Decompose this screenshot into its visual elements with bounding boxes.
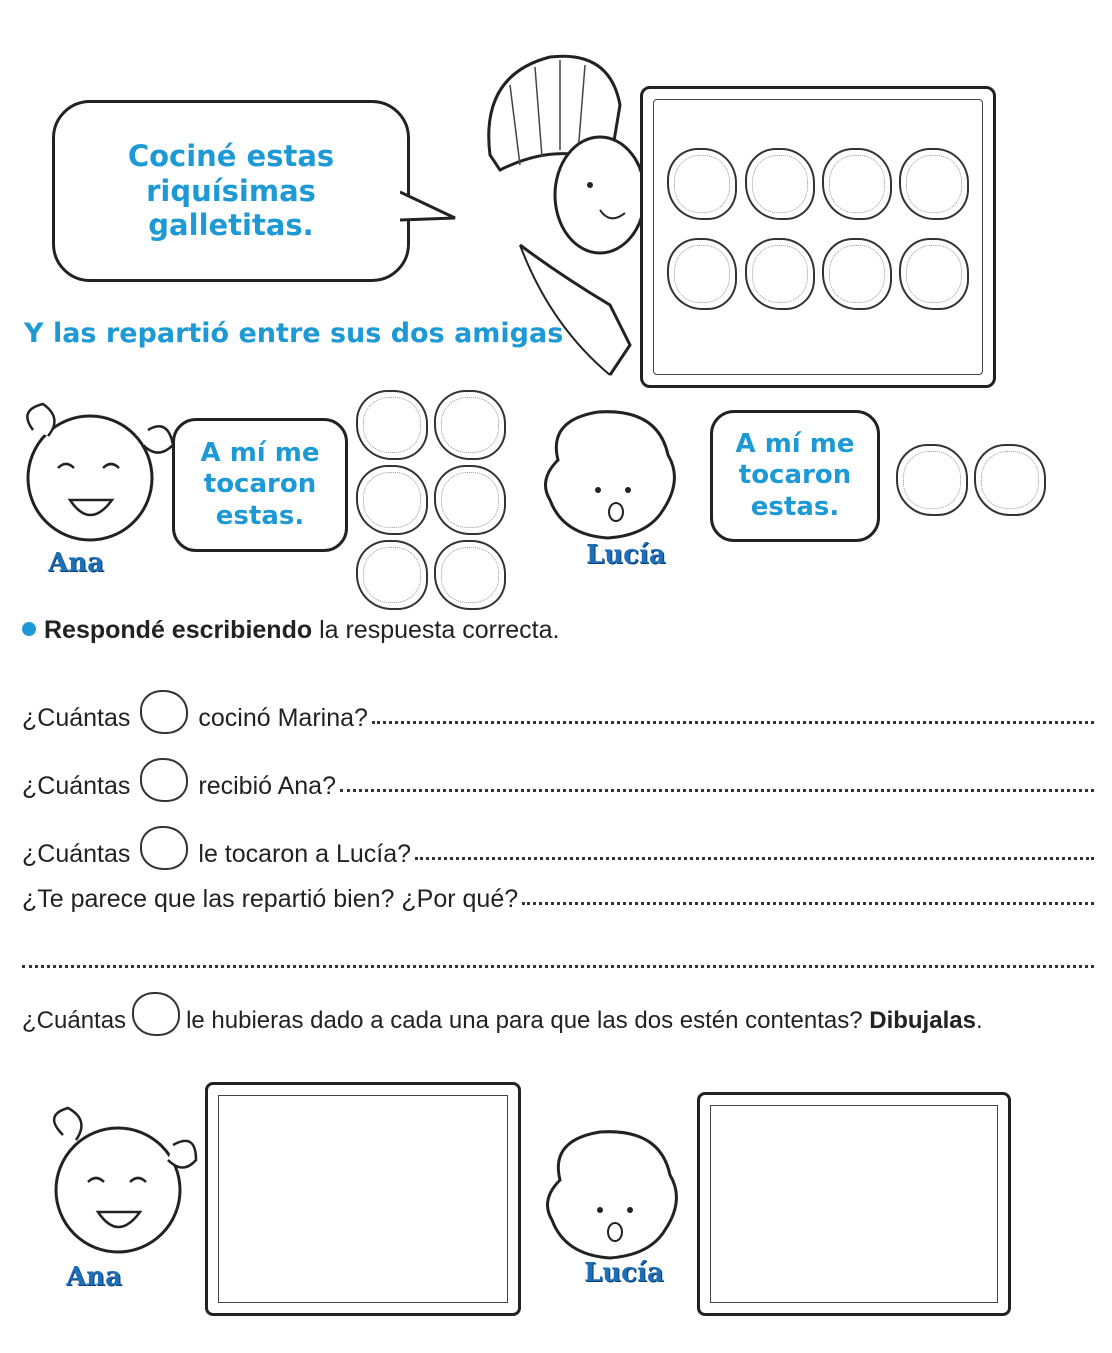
answer-line-why-2[interactable]: [22, 965, 1094, 968]
answer-line-1[interactable]: [372, 720, 1094, 724]
bubble-ana-line-1: A mí me: [200, 438, 320, 469]
question-why-text: ¿Te parece que las repartió bien? ¿Por qué?: [22, 885, 519, 913]
name-lucia-bottom: Lucía: [584, 1258, 664, 1288]
cookie-icon: [745, 148, 815, 220]
question-2-pre: ¿Cuántas: [22, 772, 131, 800]
name-lucia: Lucía: [586, 540, 666, 570]
cookie-icon: [434, 390, 506, 460]
lucia-face-illustration: [528, 400, 688, 550]
bubble-lucia-line-1: A mí me: [735, 429, 855, 460]
question-1: [22, 682, 1094, 733]
bubble-lucia-line-3: estas.: [750, 491, 840, 522]
question-final-post: le hubieras dado a cada una para que las dos estén contentas?: [186, 1007, 863, 1034]
cookie-icon: [899, 238, 969, 310]
name-ana-bottom: Ana: [66, 1262, 122, 1292]
cookie-icon: [140, 826, 188, 870]
bubble-line-2: riquísimas: [146, 173, 316, 208]
instruction: [22, 616, 559, 645]
cookie-icon: [356, 465, 428, 535]
cookie-icon: [140, 758, 188, 802]
cookie-icon: [356, 540, 428, 610]
cookie-icon: [822, 238, 892, 310]
bubble-ana-line-2: tocaron: [203, 469, 317, 500]
question-why: [22, 885, 1094, 914]
speech-bubble-ana: [172, 418, 348, 552]
instruction-rest: la respuesta correcta.: [312, 616, 560, 644]
question-2: [22, 750, 1094, 801]
drawing-box-lucia[interactable]: [697, 1092, 1011, 1316]
answer-line-2[interactable]: [340, 788, 1094, 792]
ana-face-illustration: [8, 390, 188, 560]
cookie-icon: [896, 444, 968, 516]
cookie-icon: [899, 148, 969, 220]
ana-face-illustration-bottom: [18, 1090, 198, 1260]
question-3-post: le tocaron a Lucía?: [198, 840, 412, 868]
cookie-icon: [667, 148, 737, 220]
section-heading: Y las repartió entre sus dos amigas: [24, 318, 564, 349]
cookie-icon: [140, 690, 188, 734]
cookie-icon: [434, 540, 506, 610]
question-final: ¿Cuántas le hubieras dado a cada una para que las dos estén contentas? Dibujalas .: [22, 984, 1094, 1035]
cookie-icon: [974, 444, 1046, 516]
cookie-icon: [667, 238, 737, 310]
name-ana: Ana: [48, 548, 104, 578]
speech-bubble-lucia: [710, 410, 880, 542]
bubble-line-3: galletitas.: [148, 208, 314, 243]
bullet-icon: [22, 622, 36, 636]
speech-bubble-marina: [52, 100, 410, 282]
question-final-bold: Dibujalas: [869, 1007, 976, 1034]
question-1-post: cocinó Marina?: [198, 704, 368, 732]
question-1-pre: ¿Cuántas: [22, 704, 131, 732]
bubble-line-1: Cociné estas: [127, 138, 335, 173]
drawing-box-ana[interactable]: [205, 1082, 521, 1316]
question-3: [22, 818, 1094, 869]
answer-line-why[interactable]: [522, 901, 1094, 905]
lucia-face-illustration-bottom: [530, 1120, 690, 1270]
question-2-post: recibió Ana?: [198, 772, 336, 800]
bubble-tail-icon: [400, 190, 460, 230]
question-final-pre: ¿Cuántas: [22, 1007, 127, 1034]
bubble-lucia-line-2: tocaron: [738, 460, 852, 491]
answer-line-3[interactable]: [415, 856, 1094, 860]
instruction-bold: Respondé escribiendo: [44, 616, 313, 644]
bubble-ana-line-3: estas.: [215, 500, 305, 531]
question-3-pre: ¿Cuántas: [22, 840, 131, 868]
cookie-icon: [822, 148, 892, 220]
cookie-tray-marina: [640, 86, 996, 388]
cookie-icon: [745, 238, 815, 310]
cookie-icon: [132, 992, 180, 1036]
cookie-icon: [434, 465, 506, 535]
cookie-icon: [356, 390, 428, 460]
